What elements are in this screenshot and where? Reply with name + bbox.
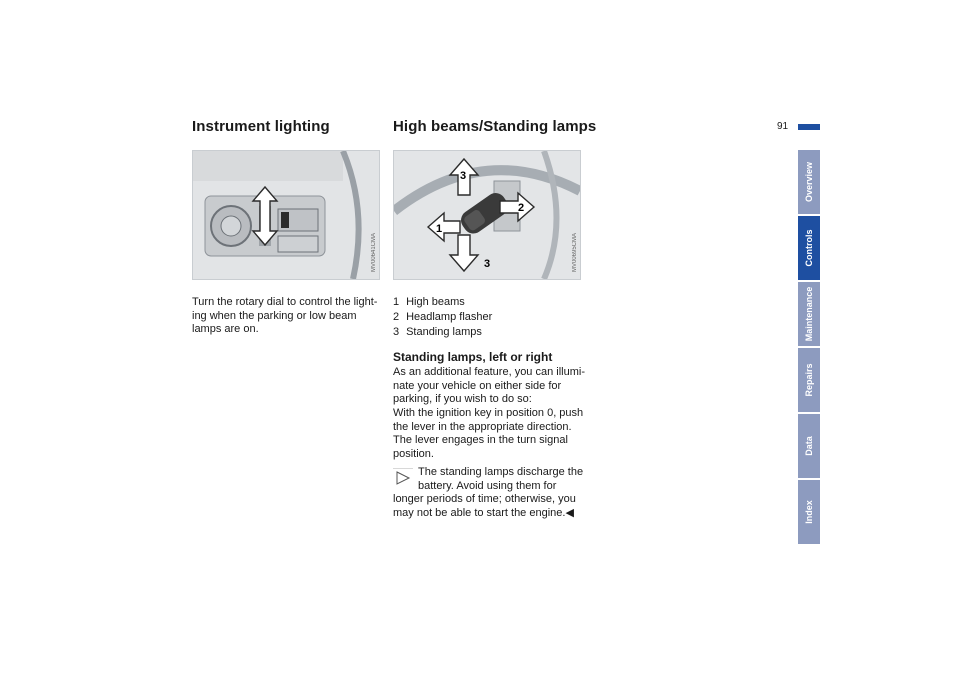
tab-label: Overview: [804, 161, 814, 203]
list-num: 2: [393, 311, 400, 323]
tab-label: Data: [804, 436, 814, 456]
left-line-1: Turn the rotary dial to control the light-: [192, 296, 378, 308]
left-line-2: ing when the parking or low beam: [192, 309, 357, 322]
para1-line-3: parking, if you wish to do so:: [393, 393, 532, 405]
para2-line-3: The lever engages in the turn signal: [393, 434, 568, 446]
tab-index[interactable]: [798, 480, 820, 544]
tab-label: Controls: [804, 229, 814, 267]
note-line-2: battery. Avoid using them for: [418, 479, 557, 492]
left-image-code: MV00641CMA: [371, 233, 377, 273]
tab-data[interactable]: [798, 414, 820, 478]
list-item-high-beams: [393, 296, 465, 308]
tab-label: Repairs: [804, 363, 814, 397]
instrument-lighting-heading: Instrument lighting: [192, 118, 330, 135]
right-image-code: MV00695CMA: [572, 233, 578, 273]
para2-line-4: position.: [393, 447, 434, 460]
high-beams-heading: High beams/Standing lamps: [393, 118, 597, 135]
tab-repairs[interactable]: [798, 348, 820, 412]
tab-label: Index: [804, 500, 814, 524]
fig-label-1: 1: [436, 223, 443, 235]
instrument-panel-drawing: [193, 151, 379, 279]
fig-label-bottom-3: 3: [484, 258, 491, 270]
para2-line-2: the lever in the appropriate direction.: [393, 420, 572, 433]
tab-label: Maintenance: [804, 286, 814, 342]
fig-label-top-3: 3: [460, 170, 467, 182]
list-text: Standing lamps: [406, 326, 482, 338]
stalk-drawing: [394, 151, 580, 279]
page-number: 91: [777, 121, 789, 132]
high-beams-figure: [393, 150, 581, 280]
standing-lamps-para-2: [393, 407, 593, 461]
tab-controls[interactable]: [798, 216, 820, 280]
list-text: High beams: [406, 296, 465, 308]
para1-line-2: nate your vehicle on either side for: [393, 379, 562, 392]
tab-overview[interactable]: [798, 150, 820, 214]
list-text: Headlamp flasher: [406, 311, 493, 323]
para2-line-1: With the ignition key in position 0, push: [393, 407, 584, 419]
tab-maintenance[interactable]: [798, 282, 820, 346]
left-line-3: lamps are on.: [192, 323, 259, 335]
instrument-lighting-text: [192, 296, 382, 337]
instrument-lighting-figure: [192, 150, 380, 280]
list-item-headlamp-flasher: [393, 311, 492, 323]
list-item-standing-lamps: [393, 326, 482, 338]
note-line-3: longer periods of time; otherwise, you: [393, 493, 576, 505]
list-num: 3: [393, 326, 400, 338]
page-marker: [798, 124, 820, 130]
note-text: [393, 466, 593, 520]
fig-label-2: 2: [518, 202, 525, 214]
standing-lamps-subheading: Standing lamps, left or right: [393, 350, 553, 364]
standing-lamps-para-1: [393, 366, 593, 407]
list-num: 1: [393, 296, 400, 308]
note-line-1: The standing lamps discharge the: [418, 466, 584, 478]
para1-line-1: As an additional feature, you can illumi-: [393, 366, 585, 378]
note-line-4: may not be able to start the engine.◀: [393, 506, 574, 519]
